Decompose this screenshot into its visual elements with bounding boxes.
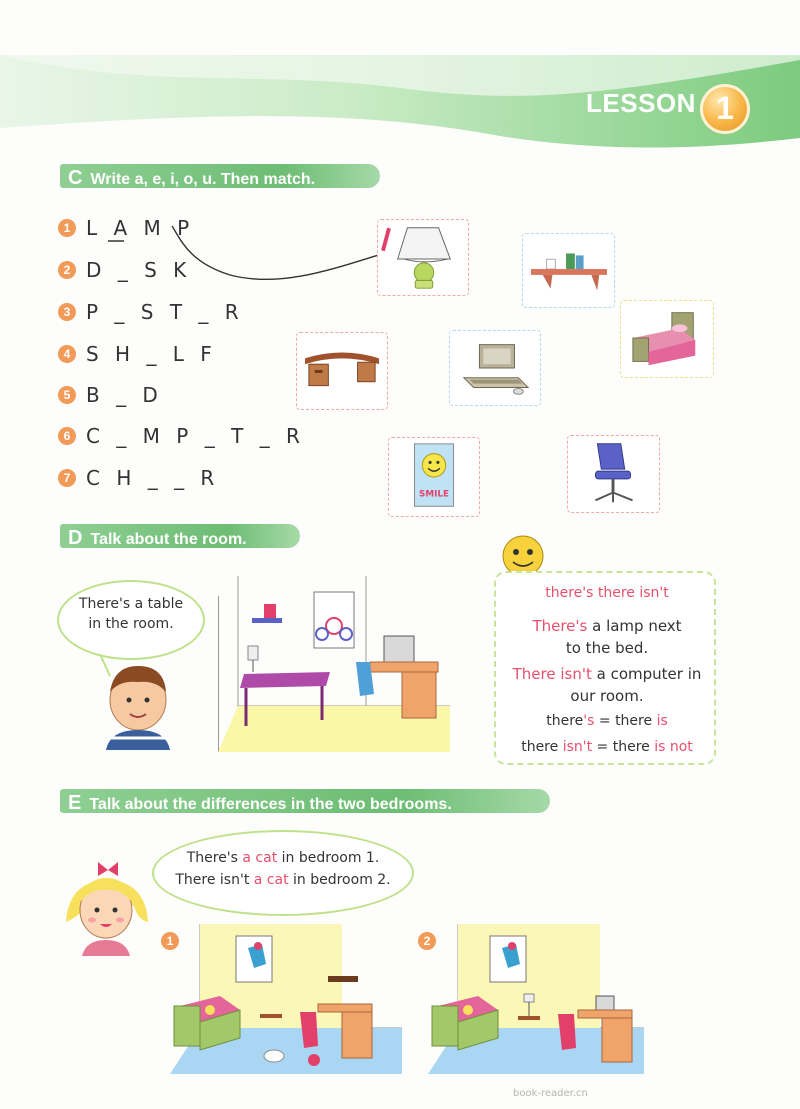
section-c-title: Write a, e, i, o, u. Then match. [90,171,316,188]
grammar-contraction-2 [496,739,718,755]
word-shelf[interactable]: S H _ L F [86,342,217,366]
grammar-ex2-highlight: There isn't [512,665,592,683]
grammar-example-1 [496,617,718,635]
section-c-letter: C [68,167,83,189]
contraction-part: = there [594,713,657,729]
section-e-letter: E [68,792,82,814]
computer-picture[interactable] [449,330,541,406]
grammar-heading-a: there's [545,585,594,601]
bubble-line [154,850,412,866]
grammar-ex1-rest: a lamp next [587,617,682,635]
grammar-ex2-rest: a computer in [591,665,702,683]
desk-picture[interactable] [296,332,388,410]
contraction-part: there [521,739,563,755]
word-row-7 [58,464,219,492]
grammar-heading-b: there isn't [597,585,669,601]
grammar-heading [496,585,718,601]
bedroom-2-number: 2 [418,932,436,950]
section-e-title: Talk about the differences in the two bedrooms. [89,796,452,813]
bubble-line [154,872,412,888]
poster-text: SMILE [419,489,449,500]
bedroom-2-scene [428,924,644,1080]
section-d-title: Talk about the room. [90,531,247,548]
bedroom-1-number: 1 [161,932,179,950]
word-desk[interactable]: D _ S K [86,258,192,282]
bubble-text: in bedroom 1. [277,850,380,866]
grammar-example-1-line2: to the bed. [565,639,649,657]
word-row-6 [58,422,305,450]
word-row-1 [58,214,194,242]
bed-picture[interactable] [620,300,714,378]
word-row-4 [58,340,217,368]
bubble-highlight: a cat [242,850,278,866]
grammar-contraction-1 [496,713,718,729]
footer-watermark: book-reader.cn [513,1088,588,1099]
contraction-part: = there [592,739,655,755]
bedroom-1-scene [170,924,402,1080]
item-number: 6 [58,427,76,445]
grammar-example-2-line2: our room. [570,687,644,705]
section-d-letter: D [68,527,83,549]
bubble-line: in the room. [88,616,174,632]
section-c-header [60,164,380,188]
word-chair[interactable]: C H _ _ R [86,466,220,490]
grammar-ex1-highlight: There's [532,617,588,635]
item-number: 4 [58,345,76,363]
contraction-part: isn't [562,739,593,755]
contraction-part: there [546,713,584,729]
item-number: 1 [58,219,76,237]
poster-picture[interactable] [388,437,480,517]
contraction-part: 's [583,713,595,729]
lamp-picture[interactable] [377,219,469,296]
bubble-line: There's a table [78,596,184,612]
girl-illustration [56,846,156,956]
word-row-2 [58,256,191,284]
room-scene [218,576,450,756]
contraction-part: is not [654,739,693,755]
word-row-5 [58,381,163,409]
lesson-number-badge [700,84,750,134]
section-d-header [60,524,300,548]
grammar-example-2 [496,665,718,683]
lesson-number: 1 [716,90,734,126]
grammar-box [494,571,716,765]
item-number: 3 [58,303,76,321]
item-number: 7 [58,469,76,487]
word-row-3 [58,298,244,326]
bubble-text: in bedroom 2. [288,872,391,888]
word-computer[interactable]: C _ M P _ T _ R [86,424,305,448]
item-number: 2 [58,261,76,279]
contraction-part: is [656,713,668,729]
bubble-highlight: a cat [253,872,289,888]
boy-illustration [96,640,186,750]
word-poster[interactable]: P _ S T _ R [86,300,244,324]
chair-picture[interactable] [567,435,660,513]
bubble-text: There's [186,850,243,866]
word-lamp[interactable]: L A M P [86,216,195,240]
item-number: 5 [58,386,76,404]
bubble-text: There isn't [175,872,254,888]
section-e-header [60,789,550,813]
lesson-title: LESSON [586,88,696,118]
header-band [0,0,800,160]
shelf-picture[interactable] [522,233,615,308]
word-bed[interactable]: B _ D [86,383,163,407]
speech-bubble-girl [152,830,414,916]
